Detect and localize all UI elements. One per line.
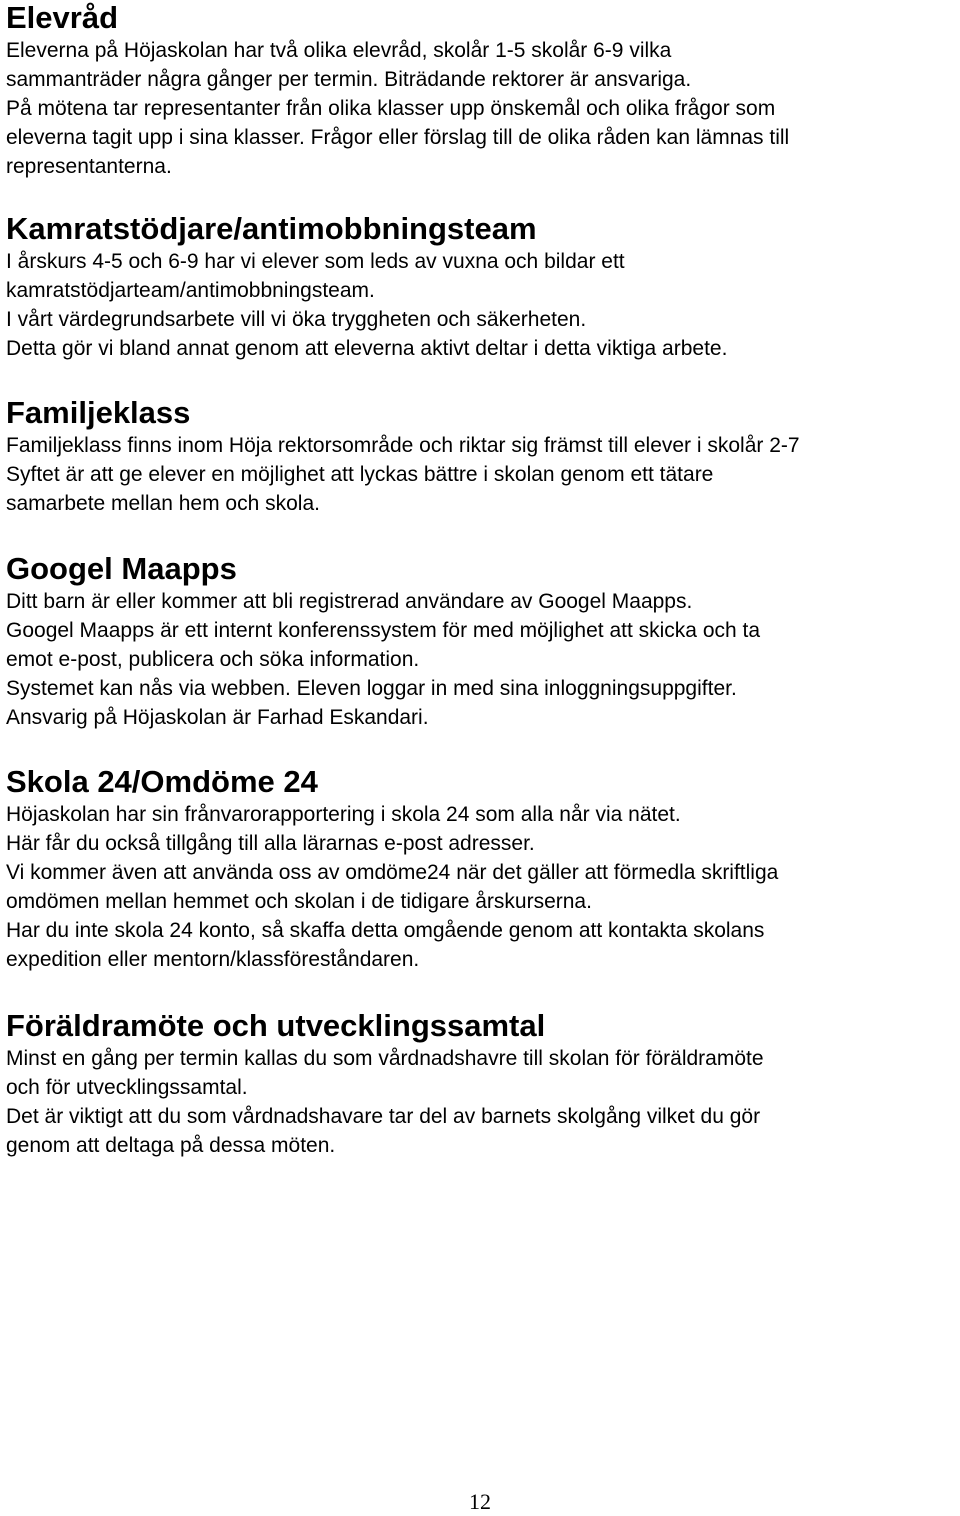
section-body (6, 247, 727, 363)
section-body (6, 800, 778, 974)
section-body (6, 431, 800, 518)
section-familjeklass (6, 395, 800, 518)
section-elevrad (6, 0, 789, 181)
section-heading: Familjeklass (6, 395, 191, 430)
page-number: 12 (469, 1489, 491, 1514)
body-line: sammanträder några gånger per termin. Biträdande rektorer är ansvariga. (6, 68, 692, 91)
body-line: Höjaskolan har sin frånvarorapportering i skola 24 som alla når via nätet. (6, 803, 681, 826)
section-heading: Googel Maapps (6, 551, 237, 586)
section-body (6, 587, 760, 732)
section-body (6, 1044, 764, 1160)
body-line: Eleverna på Höjaskolan har två olika elevråd, skolår 1-5 skolår 6-9 vilka (6, 39, 672, 62)
body-line: emot e-post, publicera och söka information. (6, 648, 420, 671)
section-body (6, 36, 789, 181)
body-line: Det är viktigt att du som vårdnadshavare tar del av barnets skolgång vilket du gör (6, 1105, 761, 1128)
section-skola-24 (6, 764, 778, 974)
body-line: Har du inte skola 24 konto, så skaffa detta omgående genom att kontakta skolans (6, 919, 765, 942)
body-line: Syftet är att ge elever en möjlighet att lyckas bättre i skolan genom ett tätare (6, 463, 714, 486)
section-heading: Kamratstödjare/antimobbningsteam (6, 211, 537, 246)
body-line: Minst en gång per termin kallas du som vårdnadshavre till skolan för föräldramöte (6, 1047, 764, 1070)
body-line: samarbete mellan hem och skola. (6, 492, 320, 515)
body-line: eleverna tagit upp i sina klasser. Frågor eller förslag till de olika råden kan lämnas till (6, 126, 790, 149)
body-line: På mötena tar representanter från olika klasser upp önskemål och olika frågor som (6, 97, 776, 120)
body-line: Systemet kan nås via webben. Eleven loggar in med sina inloggningsuppgifter. (6, 677, 737, 700)
section-googel-maapps (6, 551, 760, 732)
body-line: Detta gör vi bland annat genom att eleverna aktivt deltar i detta viktiga arbete. (6, 337, 728, 360)
body-line: Här får du också tillgång till alla lärarnas e-post adresser. (6, 832, 535, 855)
body-line: representanterna. (6, 155, 172, 178)
section-heading: Skola 24/Omdöme 24 (6, 764, 318, 799)
body-line: genom att deltaga på dessa möten. (6, 1134, 336, 1157)
body-line: och för utvecklingssamtal. (6, 1076, 248, 1099)
body-line: I vårt värdegrundsarbete vill vi öka tryggheten och säkerheten. (6, 308, 587, 331)
body-line: expedition eller mentorn/klassföreståndaren. (6, 948, 420, 971)
body-line: Vi kommer även att använda oss av omdöme24 när det gäller att förmedla skriftliga (6, 861, 779, 884)
section-foraldramote (6, 1008, 764, 1160)
body-line: Ditt barn är eller kommer att bli registrerad användare av Googel Maapps. (6, 590, 693, 613)
section-heading: Föräldramöte och utvecklingssamtal (6, 1008, 546, 1043)
body-line: Ansvarig på Höjaskolan är Farhad Eskandari. (6, 706, 429, 729)
body-line: I årskurs 4-5 och 6-9 har vi elever som leds av vuxna och bildar ett (6, 250, 625, 273)
section-kamratstodjare (6, 211, 727, 363)
section-heading: Elevråd (6, 0, 119, 35)
body-line: omdömen mellan hemmet och skolan i de tidigare årskurserna. (6, 890, 592, 913)
body-line: Googel Maapps är ett internt konferenssystem för med möjlighet att skicka och ta (6, 619, 761, 642)
body-line: kamratstödjarteam/antimobbningsteam. (6, 279, 375, 302)
body-line: Familjeklass finns inom Höja rektorsområde och riktar sig främst till elever i skolår 2-7 (6, 434, 800, 457)
